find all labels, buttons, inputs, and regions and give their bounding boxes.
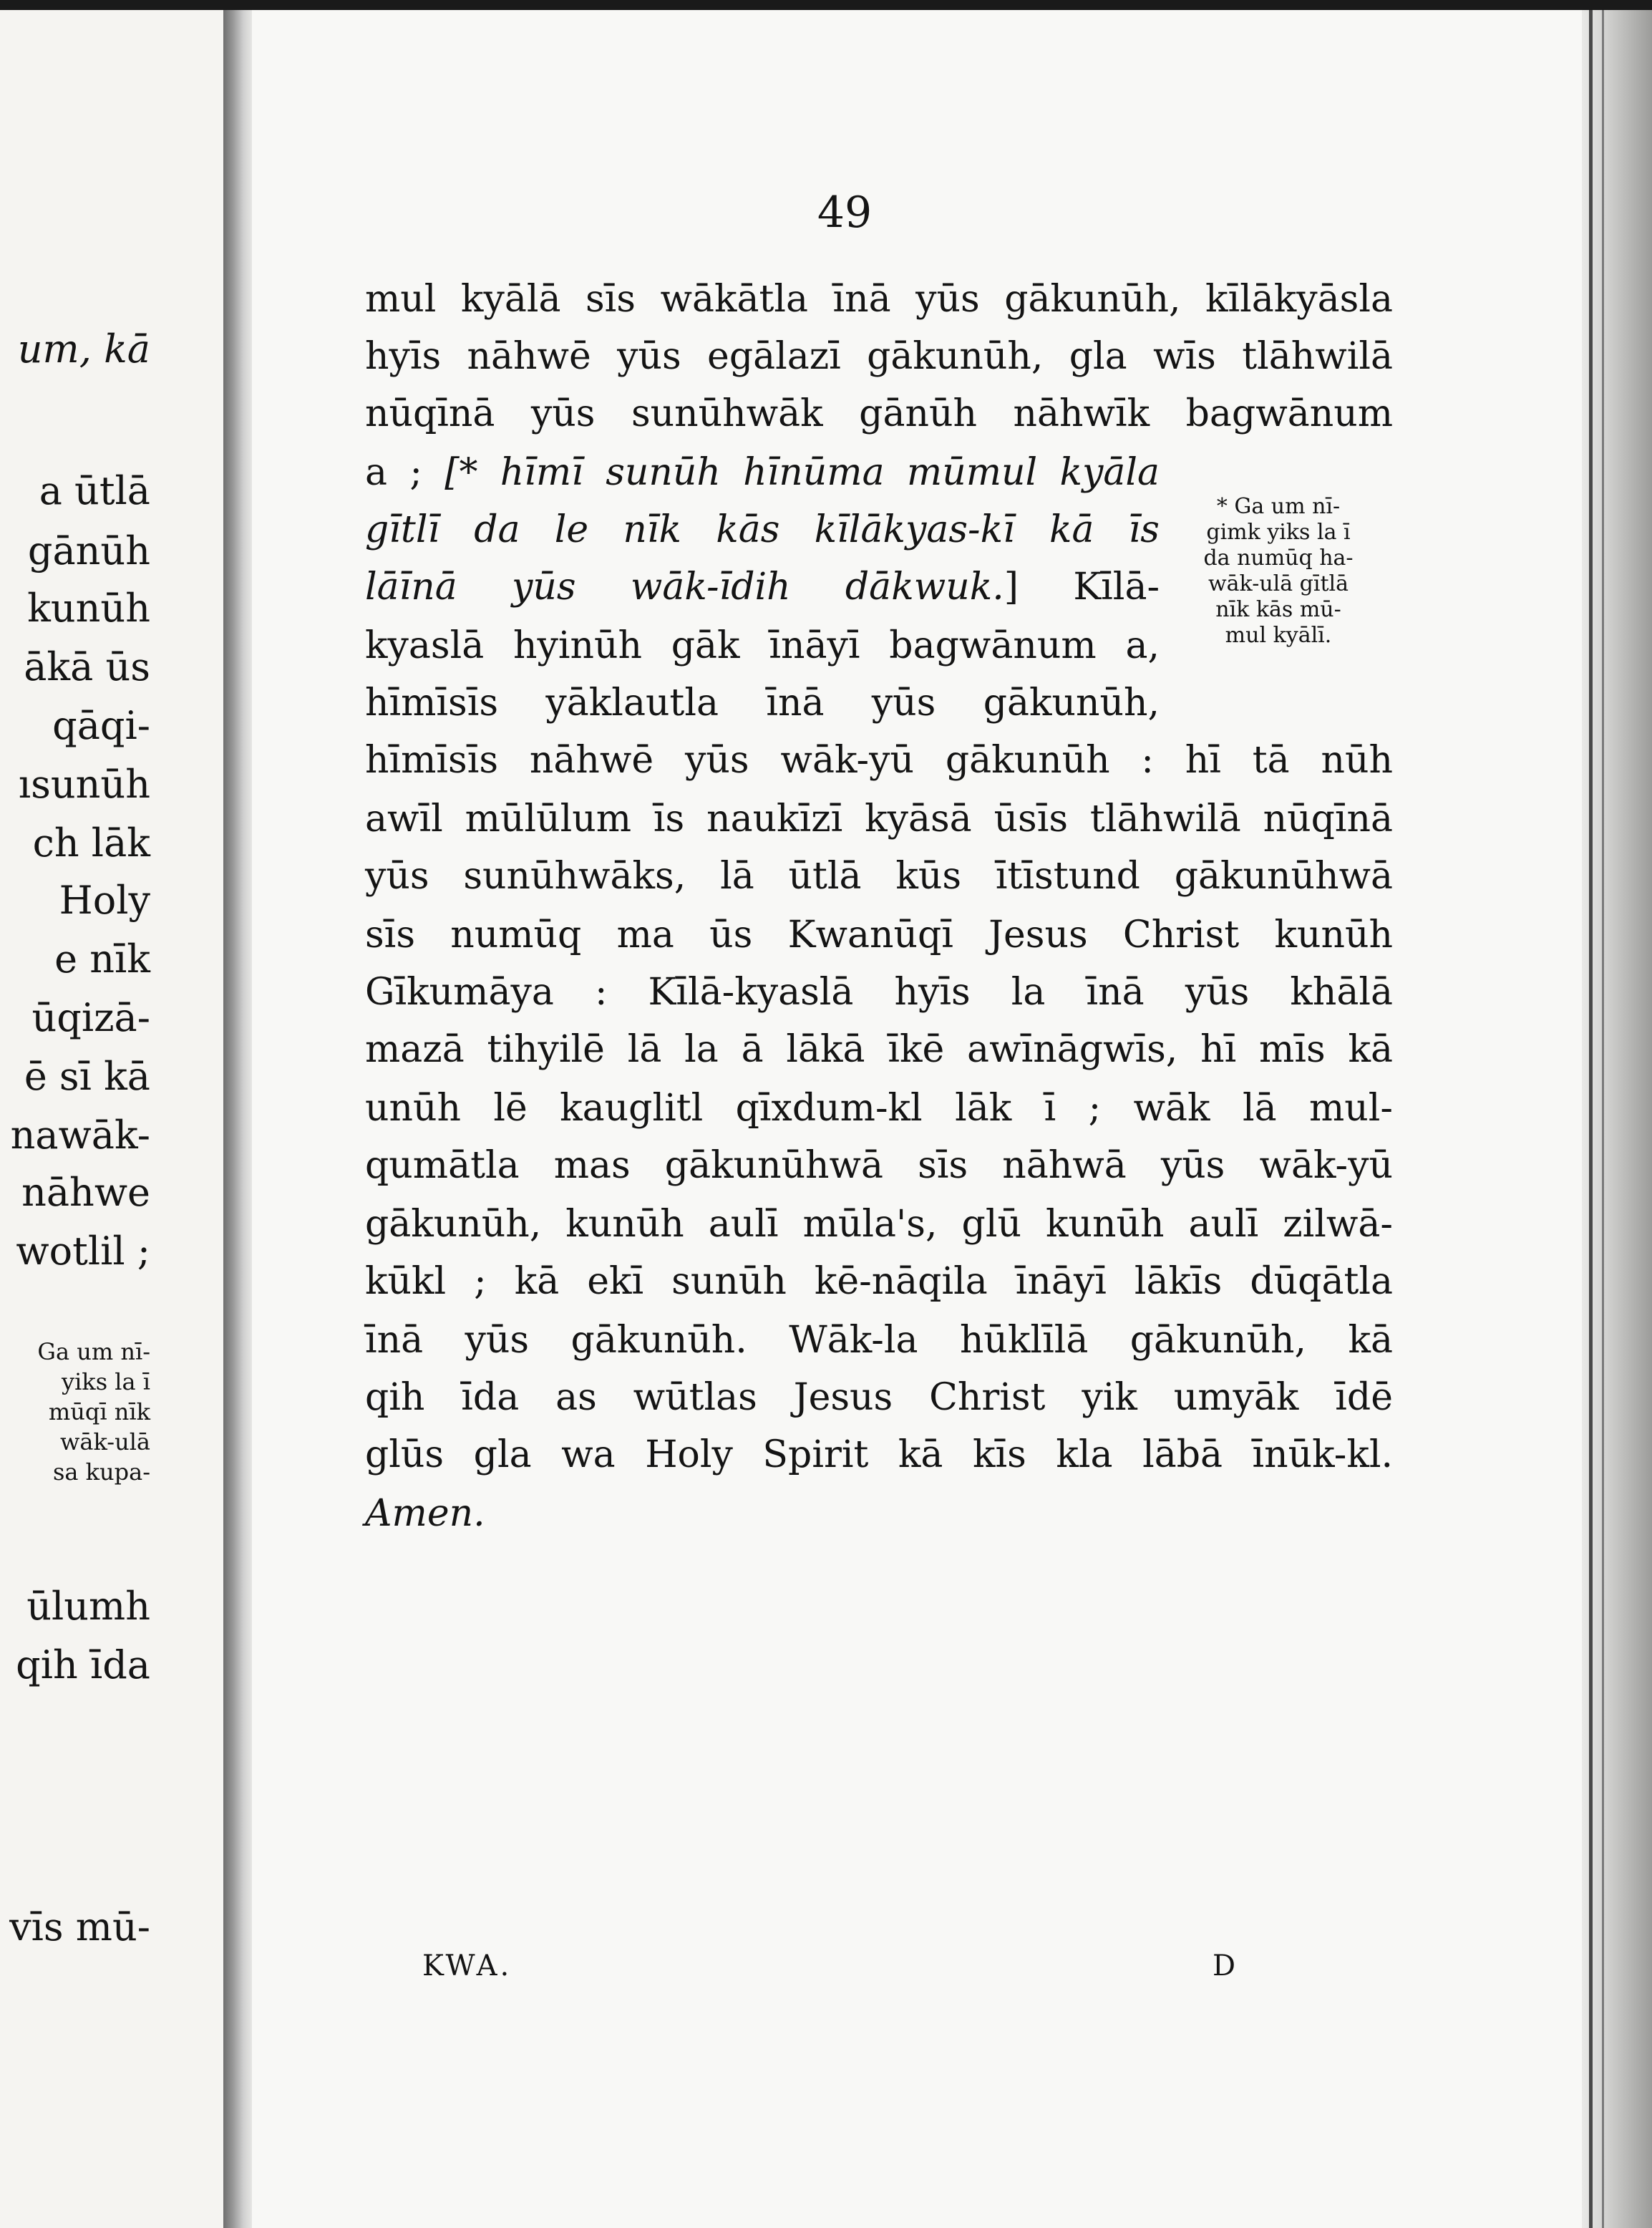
footnote-line: mul kyālī. — [1225, 623, 1332, 648]
footnote-line: gimk yiks la ī — [1206, 520, 1351, 545]
body-text-line: a ; [* hīmī sunūh hīnūma mūmul kyāla — [365, 451, 1160, 494]
facing-page-note-line: wāk-ulā — [59, 1428, 150, 1456]
body-text-line: īnā yūs gākunūh. Wāk-la hūklīlā gākunūh, kā — [365, 1319, 1393, 1362]
body-text-line: yūs sunūhwāks, lā ūtlā kūs ītīstund gākunūhwā — [365, 855, 1393, 898]
facing-page-line: gānūh — [27, 528, 150, 573]
body-text-line: hīmīsīs nāhwē yūs wāk-yū gākunūh : hī tā nūh — [365, 739, 1393, 782]
body-text-line: nūqīnā yūs sunūhwāk gānūh nāhwīk bagwānum — [365, 392, 1393, 435]
facing-page-line: ē sī kā — [24, 1054, 150, 1099]
facing-page-left — [0, 10, 223, 2228]
facing-page-note-line: Ga um nī- — [37, 1338, 150, 1365]
footnote-line: * Ga um nī- — [1216, 494, 1341, 519]
facing-page-line: kunūh — [27, 586, 150, 631]
facing-page-line: a ūtlā — [39, 468, 150, 513]
body-text-line: kyaslā hyinūh gāk īnāyī bagwānum a, — [365, 624, 1160, 667]
facing-page-note-line: yiks la ī — [61, 1368, 150, 1395]
body-text-line: Gīkumāya : Kīlā-kyaslā hyīs la īnā yūs khālā — [365, 971, 1393, 1014]
facing-page-line: ūqizā- — [31, 995, 150, 1040]
margin-footnote — [1164, 494, 1393, 649]
body-text-line: gītlī da le nīk kās kīlākyas-kī kā īs — [365, 508, 1160, 551]
body-text-line: glūs gla wa Holy Spirit kā kīs kla lābā īnūk-kl. — [365, 1433, 1393, 1476]
body-text-line: Amen. — [365, 1492, 485, 1535]
page-edge-shadow — [1602, 10, 1604, 2228]
facing-page-note-line: sa kupa- — [52, 1458, 150, 1486]
facing-page-line: Holy — [59, 878, 150, 923]
facing-page-note-line: mūqī nīk — [48, 1398, 150, 1425]
facing-page-line: vīs mū- — [9, 1904, 150, 1950]
footnote-line: da numūq ha- — [1203, 546, 1354, 571]
facing-page-line: um, kā — [17, 326, 150, 372]
footnote-line: nīk kās mū- — [1215, 597, 1341, 622]
facing-page-line: qāqi- — [52, 703, 150, 748]
page-number: 49 — [817, 188, 873, 238]
facing-page-line: ısunūh — [18, 762, 150, 807]
facing-page-line: e nīk — [54, 936, 150, 982]
body-text-line: mul kyālā sīs wākātla īnā yūs gākunūh, kīlākyāsla — [365, 278, 1393, 321]
body-text-line: hyīs nāhwē yūs egālazī gākunūh, gla wīs tlāhwilā — [365, 335, 1393, 378]
signature-mark-right: D — [1213, 1950, 1236, 1982]
scan-top-band — [0, 0, 1652, 10]
page-edge-right — [1582, 10, 1652, 2228]
body-text-line: hīmīsīs yāklautla īnā yūs gākunūh, — [365, 682, 1160, 725]
body-text-line: qumātla mas gākunūhwā sīs nāhwā yūs wāk-yū — [365, 1144, 1393, 1187]
facing-page-line: wotlil ; — [16, 1229, 150, 1274]
body-text-line: awīl mūlūlum īs naukīzī kyāsā ūsīs tlāhwilā nūqīnā — [365, 798, 1393, 841]
body-text-line: sīs numūq ma ūs Kwanūqī Jesus Christ kunūh — [365, 914, 1393, 956]
facing-page-line: qih īda — [16, 1642, 150, 1687]
footnote-line: wāk-ulā gītlā — [1208, 571, 1349, 596]
facing-page-line: nāhwe — [21, 1170, 150, 1215]
facing-page-line: nawāk- — [10, 1113, 150, 1158]
facing-page-line: ākā ūs — [24, 644, 150, 689]
body-text-line: lāīnā yūs wāk-īdih dākwuk.] Kīlā- — [365, 566, 1160, 609]
body-text-line: unūh lē kauglitl qīxdum-kl lāk ī ; wāk lā mul- — [365, 1087, 1393, 1130]
book-gutter — [223, 10, 252, 2228]
facing-page-line: ch lāk — [32, 820, 150, 866]
body-text-line: kūkl ; kā ekī sunūh kē-nāqila īnāyī lākīs dūqātla — [365, 1260, 1393, 1303]
body-text-line: mazā tihyilē lā la ā lākā īkē awīnāgwīs, hī mīs kā — [365, 1028, 1393, 1071]
page-edge-shadow — [1589, 10, 1593, 2228]
signature-mark-left: KWA. — [422, 1950, 512, 1982]
body-text-line: qih īda as wūtlas Jesus Christ yik umyāk īdē — [365, 1376, 1393, 1419]
body-text-line: gākunūh, kunūh aulī mūla's, glū kunūh aulī zilwā- — [365, 1203, 1393, 1246]
facing-page-line: ūlumh — [26, 1584, 150, 1629]
